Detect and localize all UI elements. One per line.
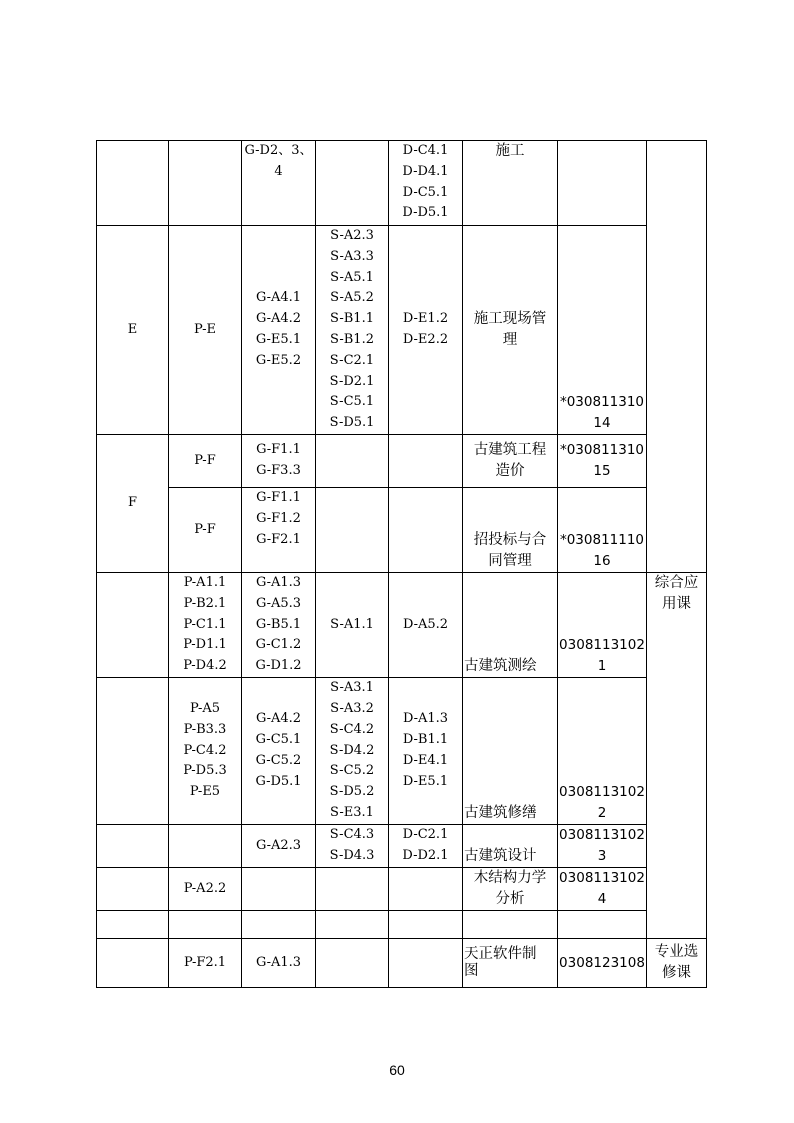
d-codes-cell [389,868,463,911]
course-code-cell [558,141,647,226]
category-cell [97,573,169,678]
s-codes-cell [316,868,389,911]
g-codes-cell: G-A4.2 G-C5.1 G-C5.2 G-D5.1 [242,678,316,825]
course-kind-cell [647,141,707,573]
category-cell: E [97,226,169,435]
g-codes-cell: G-A2.3 [242,825,316,868]
course-code-cell: 0308113102 3 [558,825,647,868]
g-codes-cell: G-D2、3、 4 [242,141,316,226]
category-cell [97,939,169,988]
course-kind-cell: 专业选 修课 [647,939,707,988]
d-codes-cell: D-A1.3 D-B1.1 D-E4.1 D-E5.1 [389,678,463,825]
course-code-cell: 0308113102 2 [558,678,647,825]
g-codes-cell: G-A1.3 [242,939,316,988]
course-code-cell: 0308113102 4 [558,868,647,911]
practice-cell: P-A2.2 [169,868,242,911]
practice-cell: P-E [169,226,242,435]
category-cell [97,911,169,939]
d-codes-cell [389,488,463,573]
practice-cell: P-F [169,435,242,488]
g-codes-cell: G-F1.1 G-F1.2 G-F2.1 [242,488,316,573]
course-name-cell: 古建筑设计 [463,825,558,868]
d-codes-cell [389,911,463,939]
g-codes-cell [242,868,316,911]
page-number: 60 [389,1062,405,1078]
d-codes-cell: D-E1.2 D-E2.2 [389,226,463,435]
category-cell [97,141,169,226]
g-codes-cell [242,911,316,939]
practice-cell: P-A5 P-B3.3 P-C4.2 P-D5.3 P-E5 [169,678,242,825]
practice-cell [169,141,242,226]
table-row [97,678,707,825]
category-cell: F [97,435,169,573]
course-name-cell: 施工 [463,141,558,226]
course-name-cell: 天正软件制 图 [463,939,558,988]
course-code-cell [558,911,647,939]
d-codes-cell [389,435,463,488]
category-cell [97,868,169,911]
practice-cell [169,825,242,868]
course-matrix-table [96,140,707,988]
table-row [97,488,707,573]
course-code-cell: 0308123108 [558,939,647,988]
practice-cell [169,911,242,939]
course-kind-cell: 综合应 用课 [647,573,707,939]
g-codes-cell: G-F1.1 G-F3.3 [242,435,316,488]
s-codes-cell [316,939,389,988]
s-codes-cell: S-A3.1 S-A3.2 S-C4.2 S-D4.2 S-C5.2 S-D5.2 S-E3.1 [316,678,389,825]
table-row [97,226,707,435]
table-row [97,825,707,868]
s-codes-cell [316,488,389,573]
s-codes-cell [316,435,389,488]
course-name-cell: 施工现场管 理 [463,226,558,435]
table-row [97,939,707,988]
s-codes-cell [316,141,389,226]
table-row [97,868,707,911]
s-codes-cell: S-A1.1 [316,573,389,678]
course-name-cell [463,911,558,939]
practice-cell: P-F [169,488,242,573]
table-row [97,435,707,488]
table-row [97,911,707,939]
course-code-cell: 0308113102 1 [558,573,647,678]
course-name-cell: 木结构力学 分析 [463,868,558,911]
table-row [97,573,707,678]
course-code-cell: *030811310 14 [558,226,647,435]
category-cell [97,825,169,868]
course-code-cell: *030811110 16 [558,488,647,573]
course-name-cell: 古建筑工程 造价 [463,435,558,488]
practice-cell: P-F2.1 [169,939,242,988]
course-name-cell: 古建筑修缮 [463,678,558,825]
s-codes-cell: S-A2.3 S-A3.3 S-A5.1 S-A5.2 S-B1.1 S-B1.2 S-C2.1 S-D2.1 S-C5.1 S-D5.1 [316,226,389,435]
d-codes-cell: D-C2.1 D-D2.1 [389,825,463,868]
course-code-cell: *030811310 15 [558,435,647,488]
category-cell [97,678,169,825]
s-codes-cell [316,911,389,939]
course-name-cell: 招投标与合 同管理 [463,488,558,573]
practice-cell: P-A1.1 P-B2.1 P-C1.1 P-D1.1 P-D4.2 [169,573,242,678]
d-codes-cell [389,939,463,988]
g-codes-cell: G-A4.1 G-A4.2 G-E5.1 G-E5.2 [242,226,316,435]
d-codes-cell: D-C4.1 D-D4.1 D-C5.1 D-D5.1 [389,141,463,226]
d-codes-cell: D-A5.2 [389,573,463,678]
course-name-cell: 古建筑测绘 [463,573,558,678]
table-row [97,141,707,226]
s-codes-cell: S-C4.3 S-D4.3 [316,825,389,868]
g-codes-cell: G-A1.3 G-A5.3 G-B5.1 G-C1.2 G-D1.2 [242,573,316,678]
